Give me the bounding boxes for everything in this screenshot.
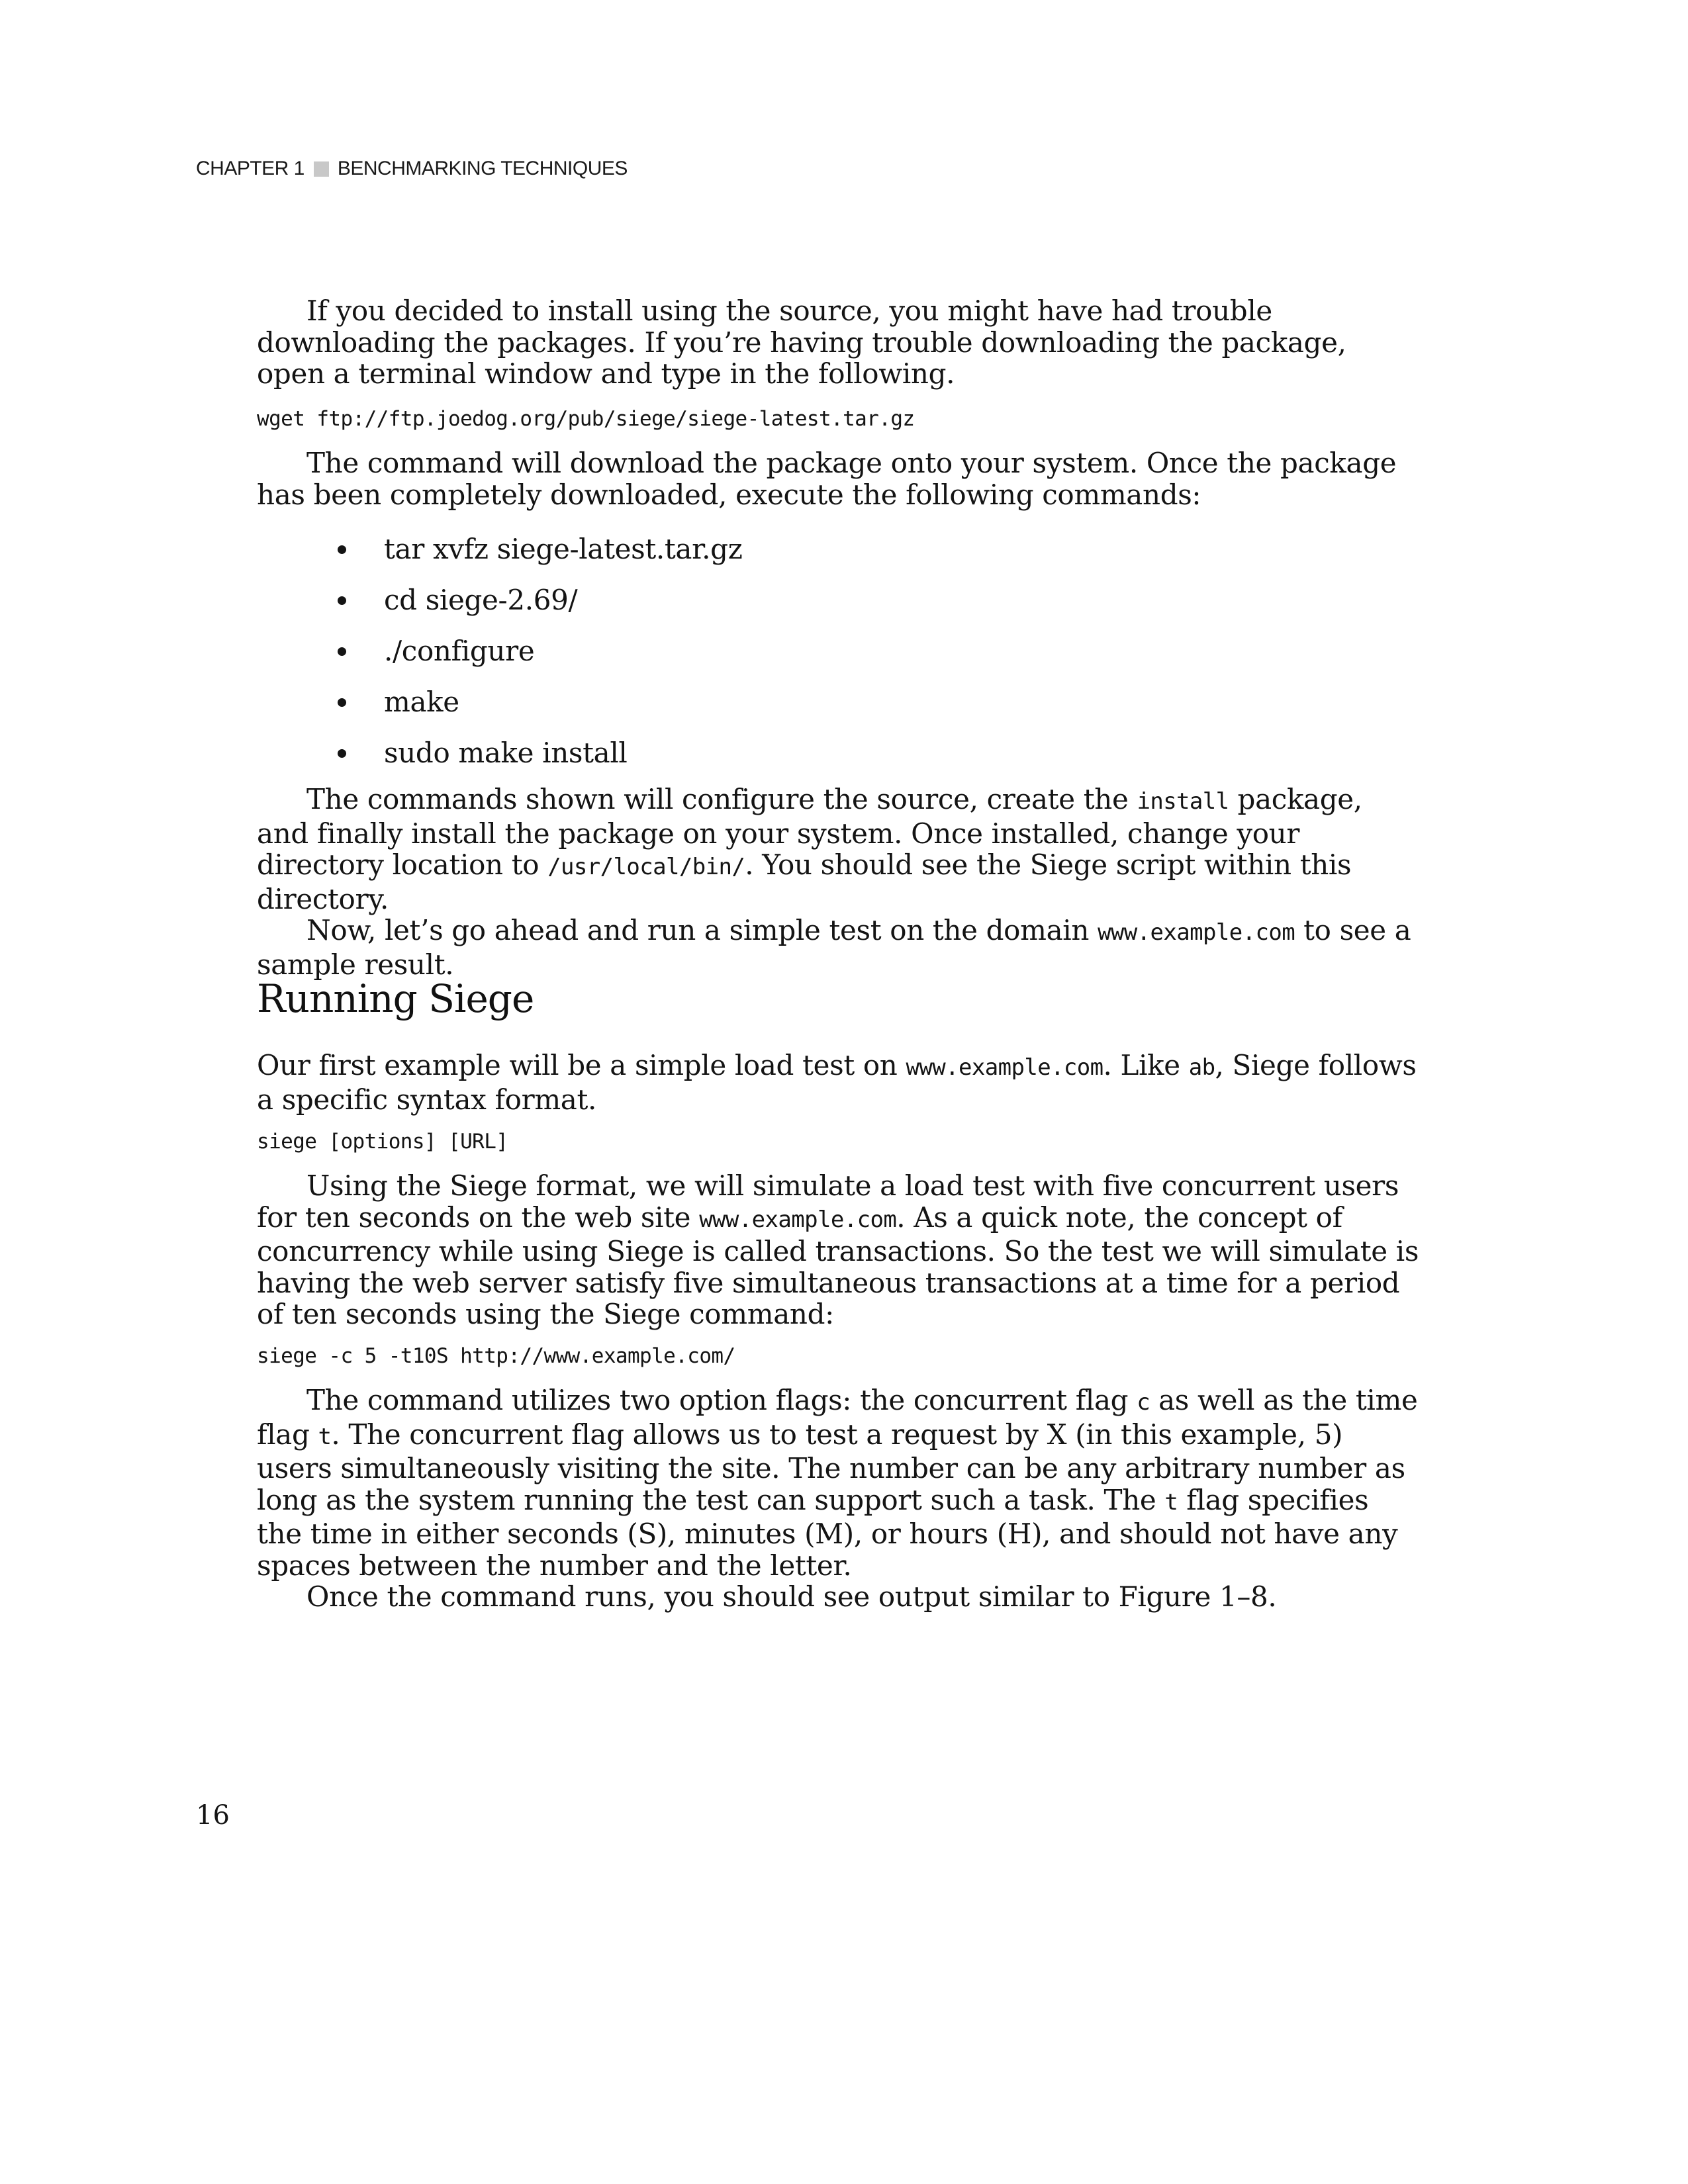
paragraph-run-test: Now, let’s go ahead and run a simple test on the domain www.example.com to see a sample result.	[257, 914, 1411, 981]
code-siege-syntax: siege [options] [URL]	[257, 1130, 508, 1154]
bullet-icon	[338, 545, 346, 554]
list-item	[257, 635, 1422, 686]
inline-code-t-flag: t	[1164, 1488, 1178, 1516]
inline-code-directory: /usr/local/bin/	[547, 854, 745, 880]
chapter-label: CHAPTER 1	[196, 158, 305, 179]
inline-code-c-flag: c	[1137, 1389, 1150, 1416]
inline-code-ab: ab	[1188, 1054, 1215, 1081]
page-number: 16	[196, 1800, 230, 1831]
paragraph-simulate: Using the Siege format, we will simulate a load test with five concurrent users for ten seconds on the web site www.example.com. As a quick note, the concept of concurrency while using Siege is called transactions. So the test we will simulate is having the web server satisfy five simultaneous transactions at a time for a period of ten seconds using the Siege command:	[257, 1169, 1419, 1330]
code-siege-command: siege -c 5 -t10S http://www.example.com/	[257, 1344, 735, 1368]
simulate-block	[257, 1170, 1422, 1330]
code-block-syntax	[257, 1128, 1422, 1155]
list-item-text: cd siege-2.69/	[384, 584, 578, 616]
list-item	[257, 533, 1422, 584]
list-item-text: ./configure	[384, 635, 535, 667]
bullet-icon	[338, 596, 346, 605]
command-list	[257, 533, 1422, 788]
list-item-text: make	[384, 686, 459, 718]
list-item-text: tar xvfz siege-latest.tar.gz	[384, 533, 743, 565]
section-heading-block	[257, 976, 1422, 1021]
download-block	[257, 447, 1422, 510]
running-header	[196, 158, 628, 180]
bullet-icon	[338, 698, 346, 707]
intro-block	[257, 295, 1422, 390]
section-label: BENCHMARKING TECHNIQUES	[337, 158, 628, 179]
list-item-text: sudo make install	[384, 737, 628, 769]
paragraph-configure: The commands shown will configure the source, create the install package, and finally install the package on your system. Once installed, change your directory location to /usr/local/bin/. You should see the Siege script within this directory.	[257, 783, 1362, 915]
list-item	[257, 737, 1422, 788]
code-wget: wget ftp://ftp.joedog.org/pub/siege/siege-latest.tar.gz	[257, 407, 915, 431]
inline-code-t-flag: t	[318, 1423, 332, 1450]
code-block-wget	[257, 406, 1422, 432]
paragraph-output-figure: Once the command runs, you should see output similar to Figure 1–8.	[306, 1580, 1277, 1613]
inline-code-install: install	[1137, 788, 1229, 815]
paragraph-install-source: If you decided to install using the source, you might have had trouble downloading the packages. If you’re having trouble downloading the package, open a terminal window and type in the following.	[257, 295, 1346, 390]
command-list-block	[257, 533, 1422, 788]
list-item	[257, 584, 1422, 635]
paragraph-download: The command will download the package onto your system. Once the package has been completely downloaded, execute the following commands:	[257, 447, 1397, 511]
paragraph-first-example: Our first example will be a simple load test on www.example.com. Like ab, Siege follows a specific syntax format.	[257, 1049, 1417, 1116]
code-block-siege-command	[257, 1343, 1422, 1369]
inline-code-domain: www.example.com	[1098, 919, 1295, 946]
bullet-icon	[338, 749, 346, 758]
paragraph-option-flags: The command utilizes two option flags: the concurrent flag c as well as the time flag t. The concurrent flag allows us to test a request by X (in this example, 5) users simultaneously visiting the site. The number can be any arbitrary number as long as the system running the test can support such a task. The t flag specifies the time in either seconds (S), minutes (M), or hours (H), and should not have any spaces between the number and the letter.	[257, 1384, 1418, 1582]
first-example-block	[257, 1050, 1422, 1115]
inline-code-domain: www.example.com	[699, 1206, 897, 1233]
bullet-icon	[338, 647, 346, 656]
configure-block	[257, 784, 1422, 980]
header-separator-square-icon	[314, 161, 329, 177]
flags-block	[257, 1385, 1422, 1613]
section-heading: Running Siege	[257, 976, 534, 1021]
list-item	[257, 686, 1422, 737]
inline-code-domain: www.example.com	[906, 1054, 1103, 1081]
